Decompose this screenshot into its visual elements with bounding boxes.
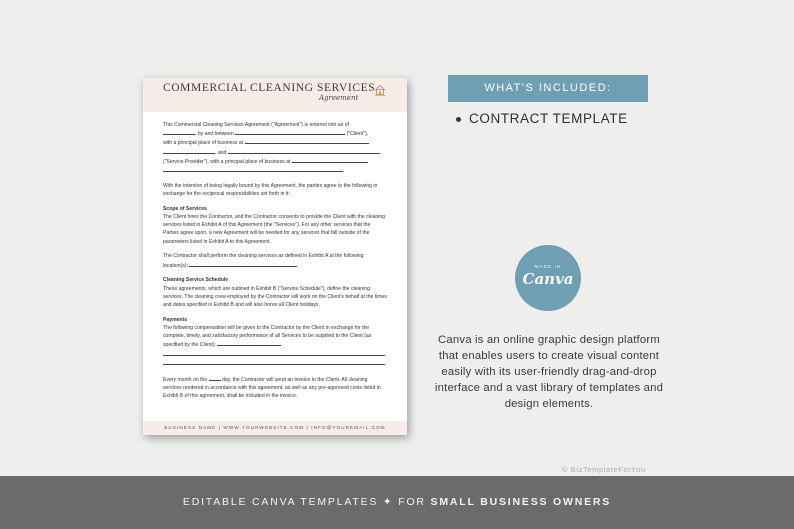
copyright-watermark: © BizTemplateForYou xyxy=(562,465,646,474)
house-logo-icon xyxy=(373,83,387,97)
intro-line-2: , by and between xyxy=(195,131,234,138)
schedule-paragraph: These agreements, which are outlined in Exhibit B ("Service Schedule"), define the cleaning services. The cleaning crew employed by the Contractor will work on the Client's behalf at the times and dates specified in Exhibit B and will also honor all Client holidays. xyxy=(163,285,387,309)
document-subtitle: Agreement xyxy=(319,94,359,102)
location-paragraph: The Contractor shall perform the cleaning services as defined in Exhibit A at the following location(s): . xyxy=(163,253,364,269)
blank-line xyxy=(163,148,215,154)
blank-line xyxy=(163,350,385,356)
bottom-banner xyxy=(0,476,794,529)
blank-line xyxy=(163,359,385,365)
intro-paragraph: This Commercial Cleaning Services Agreement ("Agreement") is entered into as of , by and between ("Client"), with a principal place of business at , and ("Service Provider"), with a principal place of business at . xyxy=(163,121,387,175)
list-item xyxy=(456,111,628,126)
blank-line xyxy=(217,340,281,346)
banner-text-regular: EDITABLE CANVA TEMPLATES ✦ FOR xyxy=(182,496,431,508)
blank-line xyxy=(189,261,297,267)
included-item-label: CONTRACT TEMPLATE xyxy=(469,111,628,126)
intro-line-5: , and xyxy=(215,149,227,156)
document-title: COMMERCIAL CLEANING SERVICES xyxy=(163,82,376,94)
intro-line-6: ("Service Provider"), with a principal place of business at xyxy=(163,158,291,165)
blank-line xyxy=(209,375,221,381)
payments-paragraph xyxy=(163,324,387,368)
intro-line-4: with a principal place of business at xyxy=(163,140,244,147)
blank-line xyxy=(228,148,380,154)
document-footer: BUSINESS NAME | WWW.YOURWEBSITE.COM | INFO@YOUREMAIL.COM xyxy=(143,421,407,435)
payments-heading: Payments xyxy=(163,316,188,323)
canva-description: Canva is an online graphic design platform that enables users to create visual content easily with its user-friendly drag-and-drop interface and a vast library of templates and design elements. xyxy=(434,334,664,410)
blank-line xyxy=(163,129,195,135)
included-list xyxy=(456,111,628,126)
blank-line xyxy=(245,138,369,144)
scope-heading: Scope of Services xyxy=(163,205,207,212)
scope-paragraph: The Client hires the Contractor, and the Contractor consents to provide the Client with the cleaning services listed in Exhibit A of this Agreement (the "Services"). For any other services that the Parties agree upon, a new Agreement will be needed for any services that fall outside of the parameters listed in Exhibit A to this Agreement. xyxy=(163,214,385,245)
made-in-canva-badge xyxy=(515,245,581,311)
blank-line xyxy=(292,157,368,163)
intro-line-1: This Commercial Cleaning Services Agreement ("Agreement") is entered into as of xyxy=(163,122,349,128)
blank-line xyxy=(235,129,345,135)
contract-document-preview xyxy=(143,78,407,435)
canva-logo-text: Canva xyxy=(522,270,574,288)
document-header xyxy=(143,78,407,112)
payments-text: The following compensation will be given to the Contractor by the Client in exchange for the complete, timely, and satisfactory performance of all Services to be supplied to the Client (as specified by the Client): xyxy=(163,325,372,349)
invoice-text-1: Every month on the xyxy=(163,376,208,383)
bullet-icon xyxy=(456,117,461,122)
location-text: The Contractor shall perform the cleaning services as defined in Exhibit A at the following location(s): xyxy=(163,253,364,269)
invoice-text-2: day, the Contractor will send an invoice to the Client. All cleaning services rendered in accordance with this agreement, as well as any pre-approved costs listed in Exhibit B of this agreement, shall be included in the invoice. xyxy=(163,376,381,400)
intention-paragraph: With the intention of being legally bound by this Agreement, the parties agree to the following in exchange for the reciprocal responsibilities set forth in it: xyxy=(163,182,378,198)
canva-made-in-label: MADE IN xyxy=(534,265,562,270)
intro-line-3: ("Client"), xyxy=(346,131,369,138)
invoice-paragraph xyxy=(163,375,387,401)
banner-text-bold: SMALL BUSINESS OWNERS xyxy=(430,496,612,508)
document-body xyxy=(163,121,387,407)
blank-line xyxy=(163,166,343,172)
schedule-heading: Cleaning Service Schedule xyxy=(163,277,229,284)
whats-included-heading: WHAT'S INCLUDED: xyxy=(448,75,648,102)
